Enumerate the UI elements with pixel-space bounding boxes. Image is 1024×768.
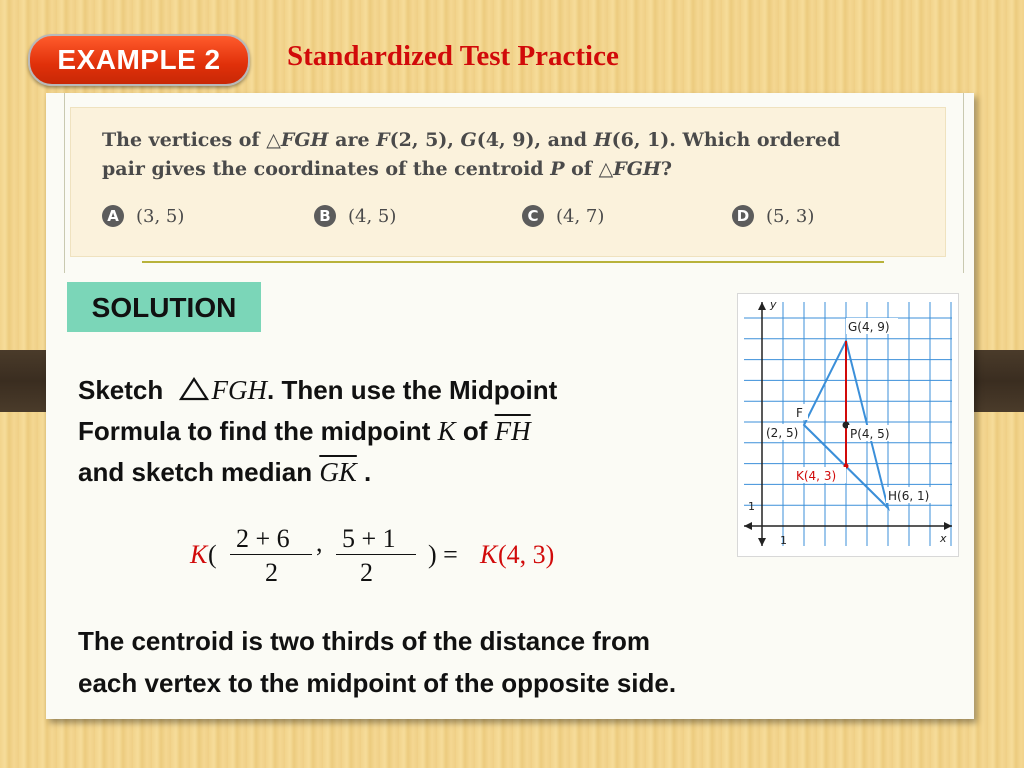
conclusion-line-1: The centroid is two thirds of the distance from [78,626,651,656]
vertex-g-coords: (4, 9), and [476,129,594,151]
segment-fh: $\overline{FH}$ [494,416,531,446]
segment-gk: $\overline{GK}$ [319,457,357,487]
triangle-icon [179,377,209,401]
choice-a-letter: A [102,205,124,227]
formula-denominator-x: 2 [265,558,278,587]
para-text: . [356,457,372,487]
fraction-bar-x [230,554,312,555]
para-text: of [455,416,495,446]
para-text: Sketch [78,375,171,405]
q-text-part: are [328,129,377,151]
q-text-part: of [564,158,599,180]
formula-k: K [190,540,208,569]
solution-paragraph [78,370,718,493]
solution-label: SOLUTION [67,282,261,332]
choice-c[interactable] [522,205,604,227]
graph-svg [738,294,958,556]
formula-close: ) = [428,540,458,569]
vertex-f-coords: (2, 5), [389,129,461,151]
formula-numerator-x: 2 + 6 [236,524,290,553]
label-k: K(4, 3) [796,469,837,483]
choice-a-value: (3, 5) [136,206,185,227]
x-tick-1: 1 [780,534,787,547]
triangle-symbol: △ [598,158,614,180]
choice-b-letter: B [314,205,336,227]
card-rule-right [963,93,964,273]
centroid-label: P [550,158,565,180]
question-box [70,107,946,257]
choice-b-value: (4, 5) [348,206,397,227]
fraction-bar-y [336,554,416,555]
x-axis-left-arrow-icon [744,522,752,530]
question-text [102,126,932,184]
choice-d-value: (5, 3) [766,206,815,227]
para-text: and sketch median [78,457,320,487]
x-axis-label: x [940,532,947,545]
triangle-name: FGH [211,375,267,405]
para-text: . Then use the Midpoint [267,375,558,405]
vertex-f-label: F [376,129,390,151]
y-axis-down-arrow-icon [758,538,766,546]
y-tick-1: 1 [748,500,755,513]
choice-c-letter: C [522,205,544,227]
label-h: H(6, 1) [888,489,930,503]
triangle-symbol: △ [266,129,281,151]
coordinate-graph [738,294,958,556]
choice-a[interactable] [102,205,184,227]
formula-denominator-y: 2 [360,558,373,587]
label-g: G(4, 9) [848,320,890,334]
choice-d[interactable] [732,205,814,227]
conclusion-line-2: each vertex to the midpoint of the opposite side. [78,668,677,698]
midpoint-formula [190,520,610,590]
vertex-h-label: H [593,129,612,151]
formula-result: (4, 3) [498,540,555,569]
card-rule-left [64,93,65,273]
y-axis-arrow-icon [758,302,766,310]
choice-b[interactable] [314,205,396,227]
divider [142,261,884,263]
label-p: P(4, 5) [850,427,890,441]
label-f-coords: (2, 5) [766,426,799,440]
q-text-part: The vertices of [102,129,267,151]
formula-open-paren: ( [208,540,217,569]
conclusion-text [78,620,898,704]
choice-d-letter: D [732,205,754,227]
vertex-h-coords: (6, 1). Which ordered [611,129,841,151]
q-text-part: ? [660,158,673,180]
y-axis-label: y [770,298,777,311]
formula-result-k: K [480,540,498,569]
triangle-name: FGH [280,129,329,151]
label-f: F [796,406,803,420]
para-text: Formula to find the midpoint [78,416,438,446]
page-title: Standardized Test Practice [287,40,619,72]
formula-numerator-y: 5 + 1 [342,524,396,553]
vertex-g-label: G [460,129,477,151]
formula-comma: , [316,528,323,557]
q-text-part: pair gives the coordinates of the centroid [102,158,551,180]
midpoint-k: K [437,416,456,446]
example-badge: EXAMPLE 2 [28,34,250,86]
choice-c-value: (4, 7) [556,206,605,227]
triangle-name: FGH [613,158,661,180]
